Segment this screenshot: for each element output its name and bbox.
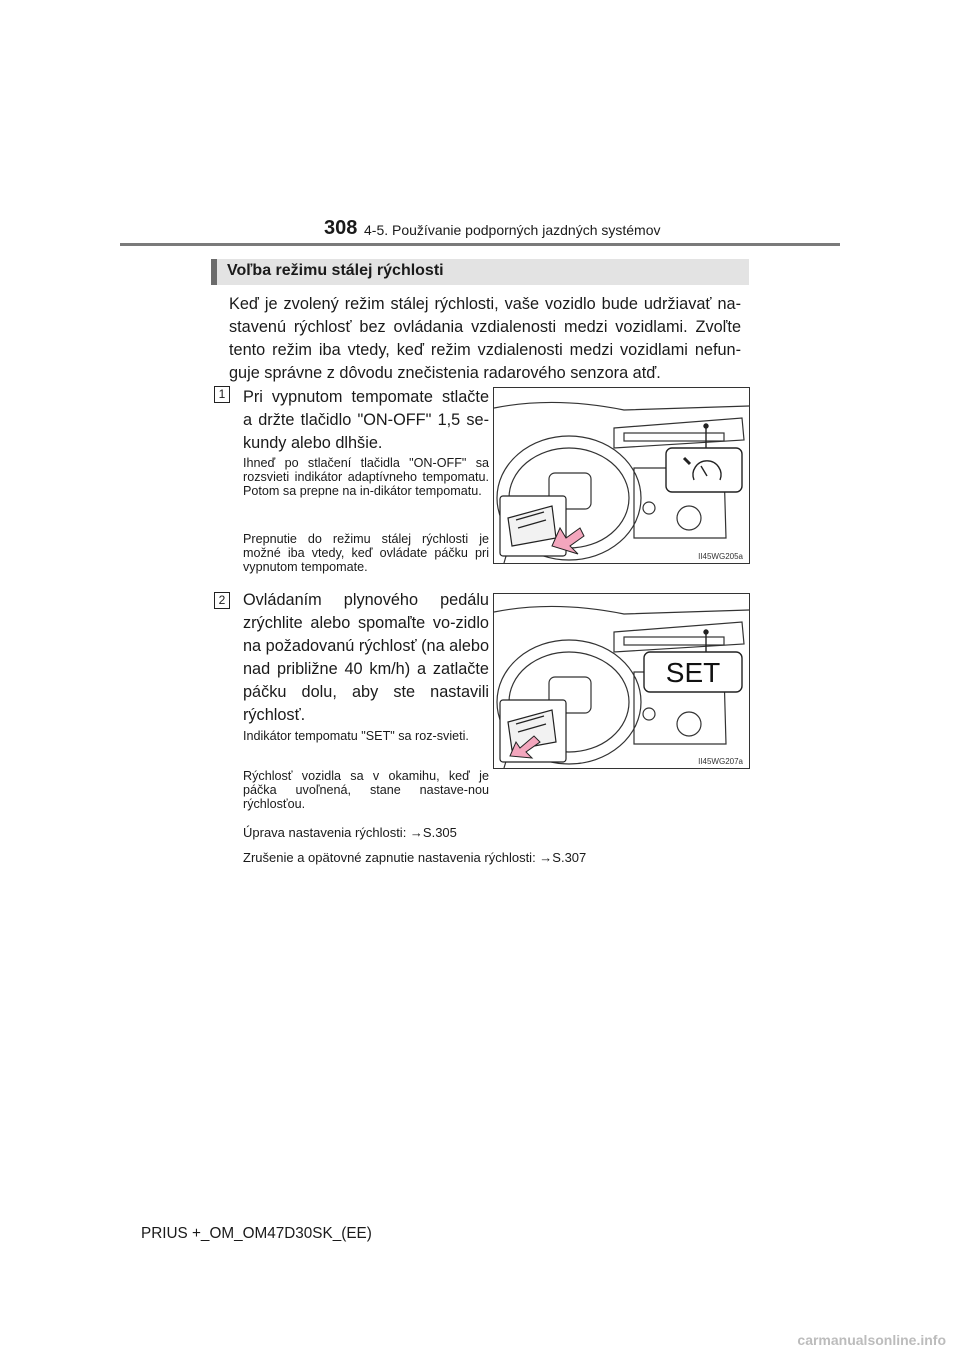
step-1-number: 1 (214, 386, 230, 403)
reference-speed-adjust[interactable]: Úprava nastavenia rýchlosti: →S.305 (243, 825, 457, 840)
step-1-note-1: Ihneď po stlačení tlačidla "ON-OFF" sa rozsvieti indikátor adaptívneho tempomatu. Potom sa prepne na in-dikátor tempomatu. (243, 456, 489, 498)
illustration-code: II45WG205a (698, 552, 743, 561)
reference-cancel-resume[interactable]: Zrušenie a opätovné zapnutie nastavenia rýchlosti: →S.307 (243, 850, 587, 865)
header-rule (120, 243, 840, 246)
section-heading (211, 259, 749, 285)
callout-set-label: SET (665, 657, 721, 688)
inset-lever (500, 700, 566, 762)
step-2-note-2: Rýchlosť vozidla sa v okamihu, keď je páčka uvoľnená, stane nastave-nou rýchlosťou. (243, 769, 489, 811)
chapter-title: 4-5. Používanie podporných jazdných systémov (364, 222, 661, 238)
callout-meter (666, 424, 742, 492)
step-1-text: Pri vypnutom tempomate stlačte a držte tlačidlo "ON-OFF" 1,5 se-kundy alebo dlhšie. (243, 388, 489, 452)
step-2-text: Ovládaním plynového pedálu zrýchlite alebo spomaľte vo-zidlo na požadovanú rýchlosť (na alebo nad približne 40 km/h) a zatlačte páčku dolu, aby ste nastavili rýchlosť. (243, 591, 489, 724)
footer-model-code: PRIUS +_OM_OM47D30SK_(EE) (141, 1225, 372, 1242)
intro-paragraph: Keď je zvolený režim stálej rýchlosti, vaše vozidlo bude udržiavať na-stavenú rýchlosť bez ovládania vzdialenosti medzi vozidlami. Zvoľte tento režim iba vtedy, keď režim vzdialenosti medzi vozidlami nefun-guje správne z dôvodu znečistenia radarového senzora atď. (229, 295, 741, 382)
step-2-number: 2 (214, 592, 230, 609)
illustration-code: II45WG207a (698, 757, 743, 766)
step-2-note-1: Indikátor tempomatu "SET" sa roz-svieti. (243, 729, 469, 743)
section-title: Voľba režimu stálej rýchlosti (227, 262, 444, 279)
illustration-step-2 (493, 593, 750, 769)
page-number: 308 (324, 217, 358, 239)
step-1-note-2: Prepnutie do režimu stálej rýchlosti je možné iba vtedy, keď ovládate páčku pri vypnutom tempomate. (243, 532, 489, 574)
watermark: carmanualsonline.info (797, 1332, 946, 1348)
illustration-step-1 (493, 387, 750, 564)
